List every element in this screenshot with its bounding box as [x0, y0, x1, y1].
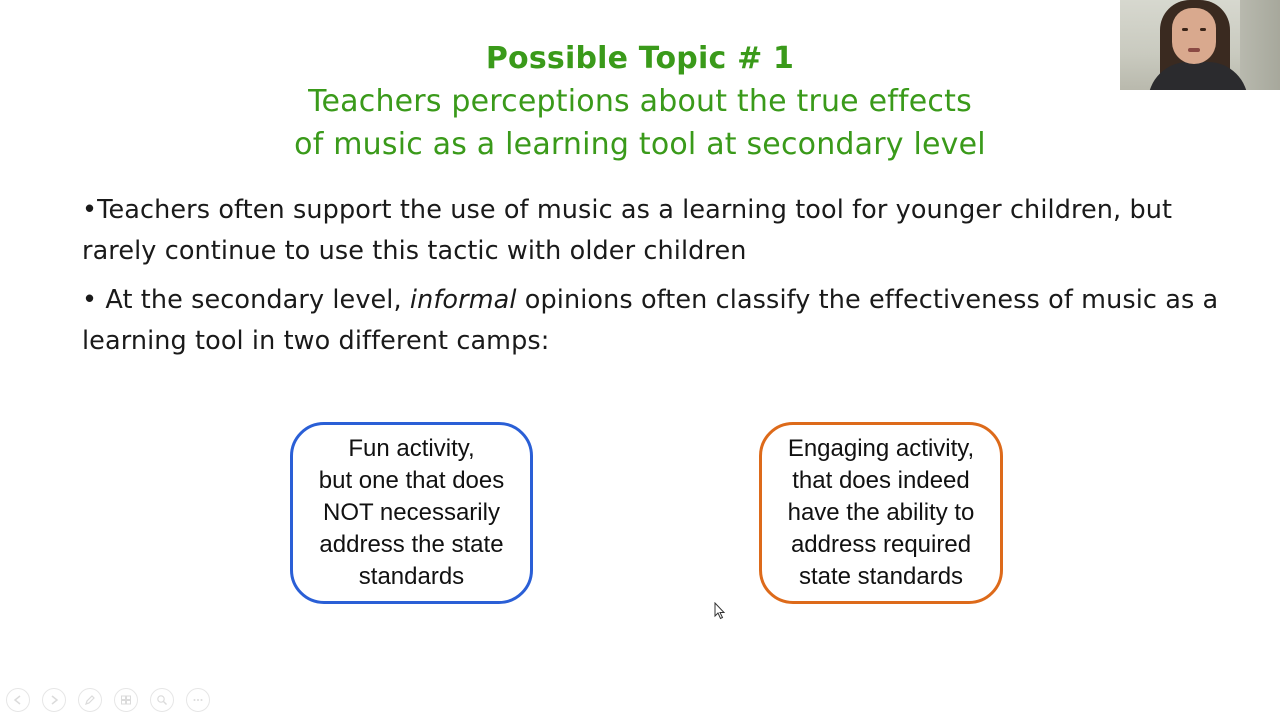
- camp-box-fun-activity: [290, 422, 533, 604]
- slide-title: [0, 38, 1280, 166]
- slideshow-toolbar: [6, 688, 210, 714]
- presenter-webcam: [1120, 0, 1280, 90]
- more-icon: [192, 694, 204, 706]
- camp-box-engaging-activity: [759, 422, 1003, 604]
- zoom-icon: [156, 694, 168, 706]
- prev-icon: [13, 695, 23, 705]
- title-main: Possible Topic # 1: [485, 41, 795, 76]
- pen-button[interactable]: [78, 688, 102, 712]
- presenter-eye-right: [1200, 28, 1206, 31]
- pen-icon: [84, 694, 96, 706]
- title-subtitle-line-1: Teachers perceptions about the true effects: [308, 84, 972, 119]
- mouse-cursor-icon: [714, 602, 726, 620]
- presenter-face: [1172, 8, 1216, 64]
- presenter-mouth: [1188, 48, 1200, 52]
- bullet-list: [82, 190, 1242, 370]
- prev-slide-button[interactable]: [6, 688, 30, 712]
- bullet-1: •Teachers often support the use of music as a learning tool for younger children, but rarely continue to use this tactic with older children: [82, 195, 1173, 266]
- see-all-slides-button[interactable]: [114, 688, 138, 712]
- bullet-2-suffix: opinions often classify the effectiveness of music as a learning tool in two different camps:: [82, 285, 1219, 356]
- bullet-2-emphasis: informal: [409, 285, 517, 315]
- bullet-2-prefix: • At the secondary level,: [82, 285, 410, 315]
- slides-icon: [120, 694, 132, 706]
- camp-box-engaging-activity-text: Engaging activity, that does indeed have the ability to address required state standards: [787, 435, 975, 590]
- more-options-button[interactable]: [186, 688, 210, 712]
- camp-box-fun-activity-text: Fun activity, but one that does NOT necessarily address the state standards: [318, 435, 505, 590]
- bullet-2: [82, 280, 1242, 362]
- presenter-eye-left: [1182, 28, 1188, 31]
- next-icon: [49, 695, 59, 705]
- title-subtitle-line-2: of music as a learning tool at secondary level: [294, 127, 986, 162]
- next-slide-button[interactable]: [42, 688, 66, 712]
- webcam-background: [1240, 0, 1280, 90]
- zoom-button[interactable]: [150, 688, 174, 712]
